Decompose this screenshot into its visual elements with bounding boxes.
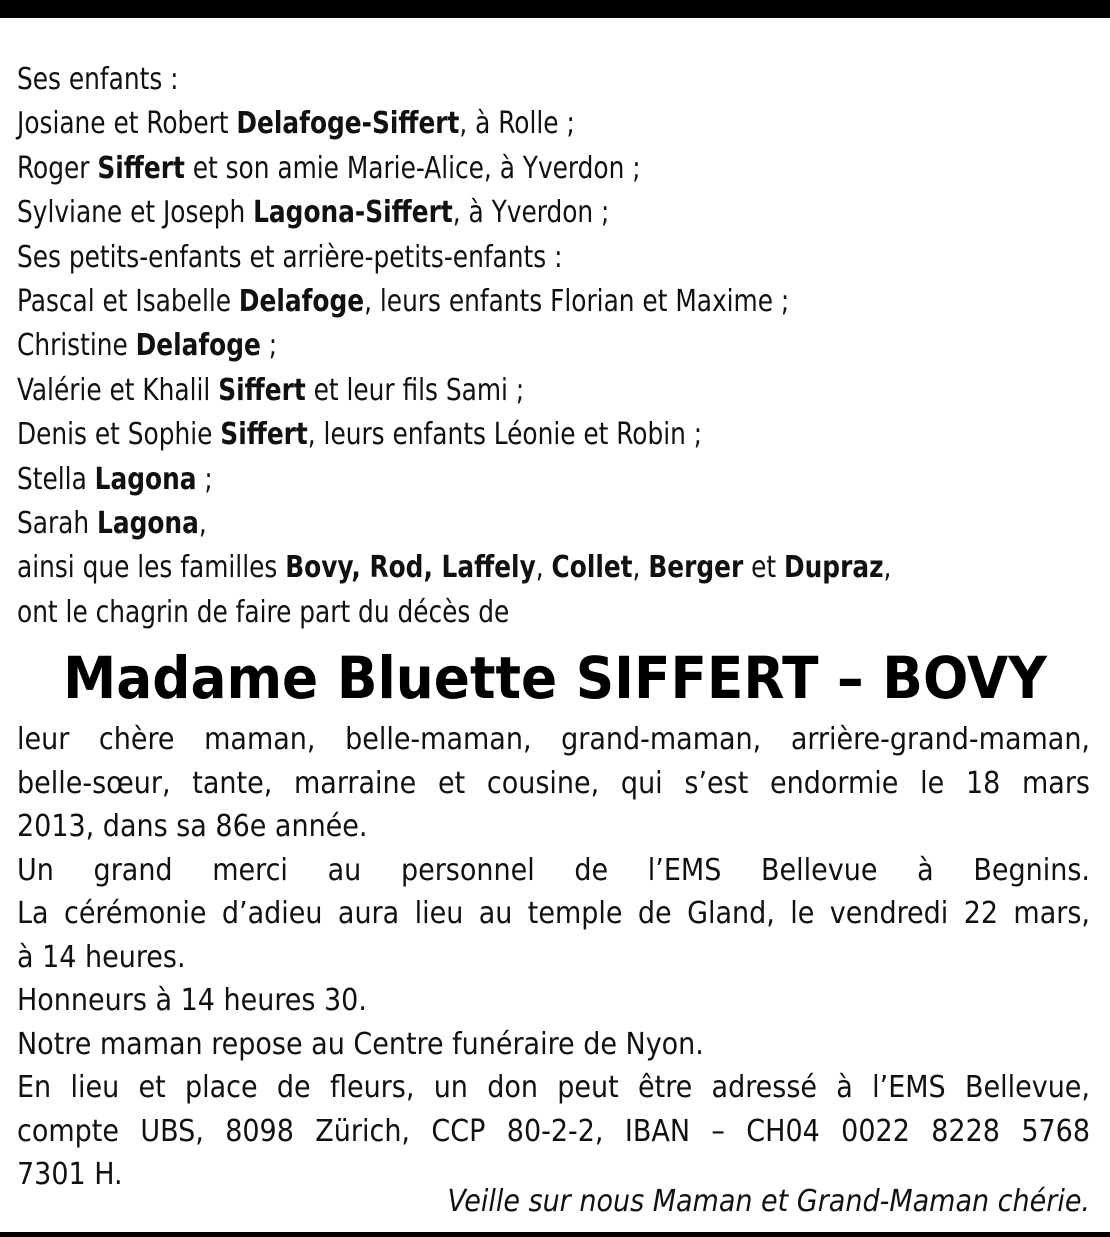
body-line: à 14 heures. [17,939,186,975]
body-line: belle-sœur, tante, marraine et cousine, qui s’est endormie le 18 mars [17,765,1090,801]
family-line-text: et leur fils Sami ; [305,372,525,408]
family-line-text: et son amie Marie-Alice, à Yverdon ; [184,150,641,186]
family-list [17,58,1090,635]
family-line-text: , leurs enfants Florian et Maxime ; [364,284,790,320]
family-line [17,147,1004,191]
children-heading: Ses enfants : [17,62,179,97]
closing-signature: Veille sur nous Maman et Grand-Maman chérie. [447,1184,1090,1219]
family-surname: Delafoge [135,328,261,364]
family-line-text: ; [196,461,213,497]
family-line-text: Christine [17,328,136,364]
family-line-text: , [535,550,552,586]
body-line: 2013, dans sa 86e année. [17,809,368,844]
family-line-text: , leurs enfants Léonie et Robin ; [307,417,703,453]
family-line-text: Stella [17,461,95,497]
family-surname: Dupraz [783,550,884,586]
body-line: Un grand merci au personnel de l’EMS Bellevue à Begnins. [17,852,1090,888]
family-surname: Siffert [97,150,185,186]
family-surname: Delafoge [238,284,365,320]
family-surname: Lagona-Siffert [253,195,453,231]
family-line [17,502,1004,546]
family-surname: Siffert [220,417,308,453]
family-surname: Bovy, Rod, Laffely [285,550,536,586]
family-line-text: ainsi que les familles [17,550,286,586]
family-line [17,102,1004,146]
body-line: leur chère maman, belle-maman, grand-maman, arrière-grand-maman, [17,722,1090,757]
family-line [17,413,1004,457]
family-line-text: et [743,550,784,586]
family-surname: Delafoge-Siffert [236,106,460,142]
family-surname: Berger [648,550,744,586]
body-line: La cérémonie d’adieu aura lieu au temple de Gland, le vendredi 22 mars, [17,896,1090,931]
family-line-text: Valérie et Khalil [17,372,219,408]
family-line-text: Josiane et Robert [17,106,237,142]
family-surname: Lagona [97,506,199,542]
body-line: compte UBS, 8098 Zürich, CCP 80-2-2, IBAN – CH04 0022 8228 5768 [17,1113,1090,1149]
body-line: 7301 H. [17,1157,123,1192]
grandchildren-heading: Ses petits-enfants et arrière-petits-enfants : [17,239,563,275]
family-line-text: , [883,550,892,586]
body-line: Honneurs à 14 heures 30. [17,983,367,1018]
family-line-text: , [632,550,649,586]
announcement-line: ont le chagrin de faire part du décès de [17,594,510,630]
family-line-text: Roger [17,150,98,186]
family-line [17,369,1004,413]
obituary-body [17,718,1090,1197]
family-line-text: , à Yverdon ; [452,195,610,231]
family-surname: Siffert [218,372,306,408]
family-line [17,458,1004,502]
family-surname: Lagona [94,461,197,497]
family-line-text: Sarah [17,506,98,542]
bottom-border-rule [0,1232,1110,1237]
body-line: Notre maman repose au Centre funéraire de Nyon. [17,1026,704,1062]
family-line-text: Denis et Sophie [17,417,221,453]
family-line [17,324,1004,368]
body-line: En lieu et place de fleurs, un don peut être adressé à l’EMS Bellevue, [17,1070,1090,1105]
family-line-text: Pascal et Isabelle [17,284,239,320]
family-line [17,280,1004,324]
deceased-name-heading: Madame Bluette SIFFERT – BOVY [63,644,1047,712]
family-line-text: , [198,506,207,542]
family-line [17,191,1004,235]
top-border-rule [0,0,1110,18]
family-surname: Collet [551,550,633,586]
family-line-text: , à Rolle ; [459,106,575,142]
family-line-text: ; [260,328,278,364]
family-line-text: Sylviane et Joseph [17,195,254,231]
families-line [17,546,1004,590]
